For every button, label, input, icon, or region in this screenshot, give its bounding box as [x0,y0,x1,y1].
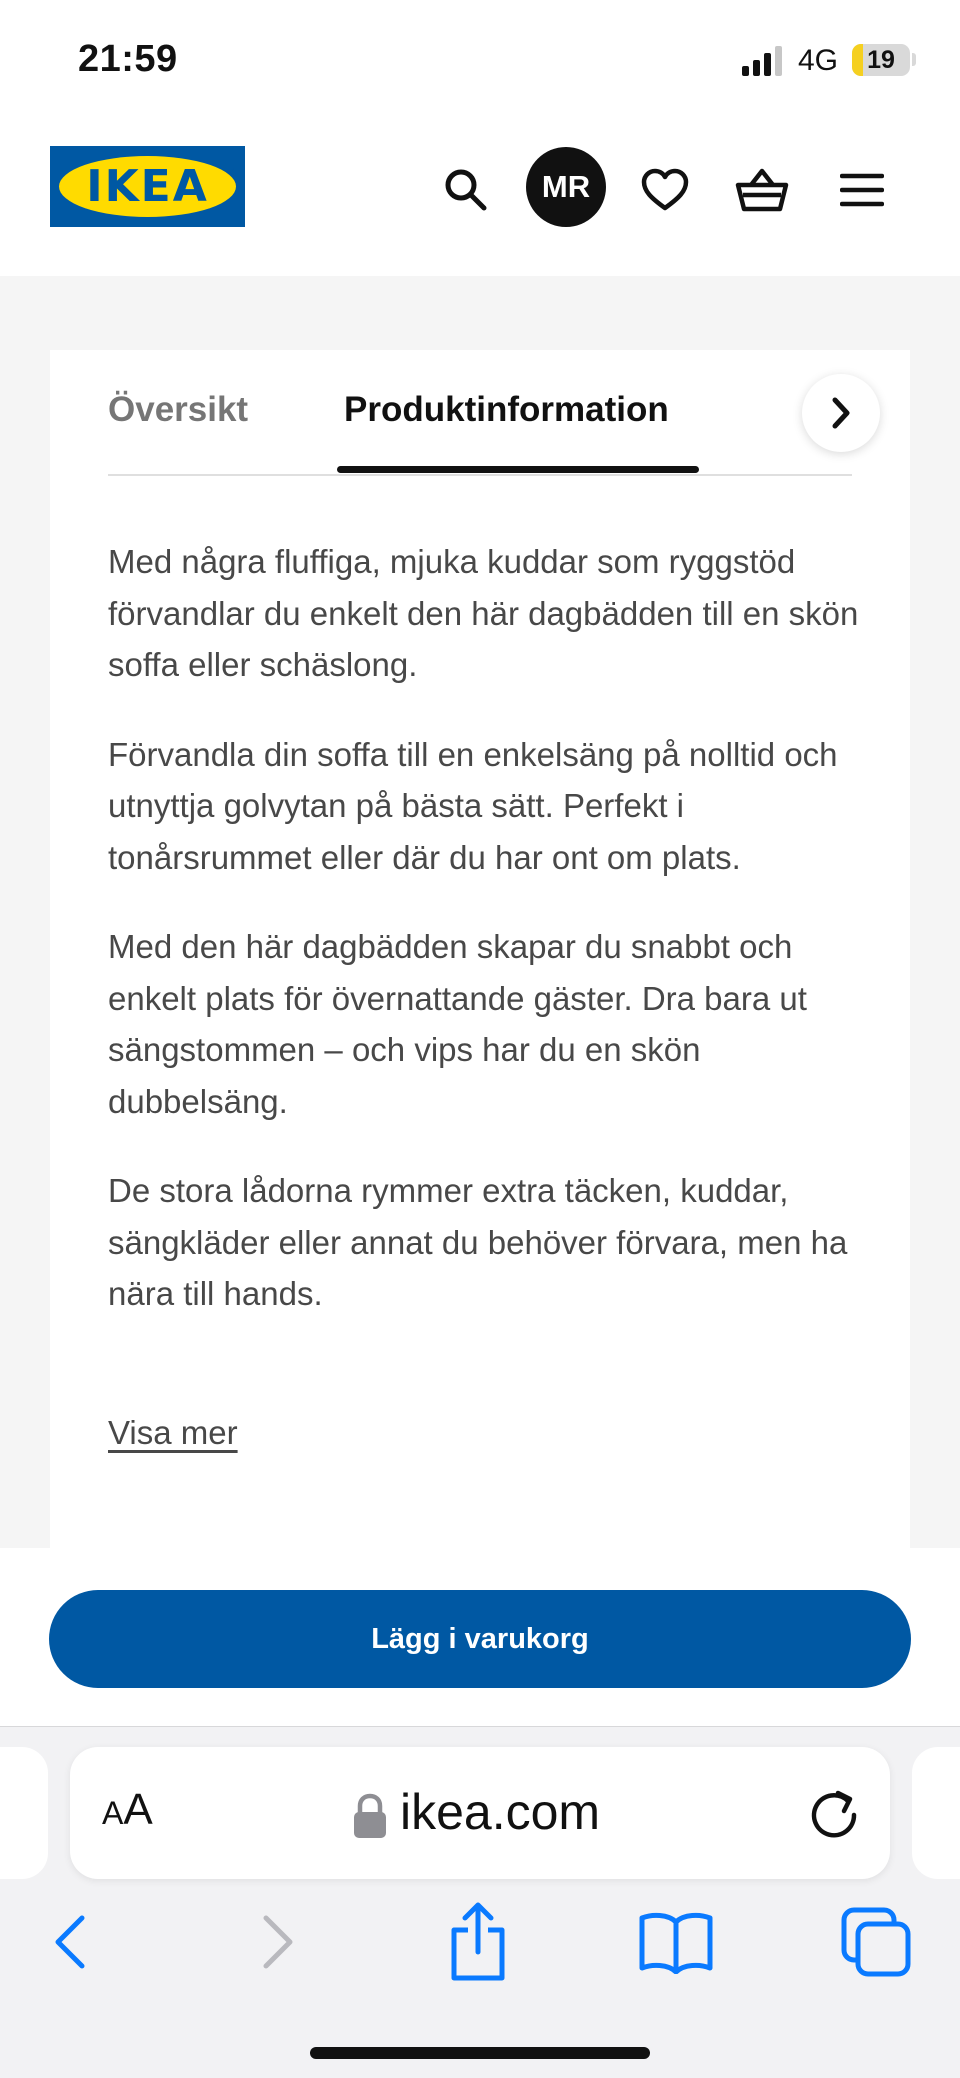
show-more-link[interactable]: Visa mer [108,1414,238,1451]
bookmarks-icon[interactable] [636,1897,716,1987]
add-to-cart-bar [0,1548,960,1726]
text-size-button[interactable]: AA [102,1785,153,1834]
tab-scroll-button[interactable] [802,374,880,452]
menu-icon[interactable] [822,150,902,230]
description-paragraph: Med den här dagbädden skapar du snabbt och enkelt plats för övernattande gäster. Dra bara ut sängstommen – och vips har du en skön dubbelsäng. [108,928,807,1120]
description-paragraph: Med några fluffiga, mjuka kuddar som ryggstöd förvandlar du enkelt den här dagbädden till en skön soffa eller schäslong. [108,543,859,683]
previous-tab-preview[interactable] [0,1747,48,1879]
tab-oversikt[interactable]: Översikt [108,390,249,429]
reload-icon[interactable] [802,1781,866,1845]
product-description [108,536,868,1358]
back-icon[interactable] [40,1897,100,1987]
share-icon[interactable] [440,1897,516,1987]
search-icon[interactable] [426,150,506,230]
avatar[interactable]: MR [526,147,606,227]
description-paragraph: Förvandla din soffa till en enkelsäng på nolltid och utnyttja golvytan på bästa sätt. Perfekt i tonårsrummet eller där du har ont om plats. [108,735,838,876]
forward-icon[interactable] [248,1897,308,1987]
active-tab-indicator [337,466,699,473]
next-tab-preview[interactable] [912,1747,960,1879]
basket-icon[interactable] [722,150,802,230]
add-to-cart-button[interactable]: Lägg i varukorg [49,1590,911,1688]
status-bar [0,0,960,120]
clock: 21:59 [78,38,178,80]
lock-icon [352,1793,388,1839]
battery-tip [912,53,916,66]
site-header [0,120,960,276]
description-paragraph: De stora lådorna rymmer extra täcken, kuddar, sängkläder eller annat du behöver förvara, men ha nära till hands. [108,1172,848,1312]
tabs-icon[interactable] [836,1897,916,1987]
network-label: 4G [798,44,839,77]
chevron-right-icon [827,396,855,430]
ikea-logo[interactable] [50,146,245,227]
battery-percent: 19 [867,46,895,74]
product-info-card [50,350,910,1548]
logo-text: IKEA [86,161,209,212]
tab-produktinformation[interactable]: Produktinformation [344,390,669,429]
heart-icon[interactable] [625,150,705,230]
signal-icon [742,46,786,76]
url-text: ikea.com [400,1784,601,1840]
registered-mark: ® [228,166,235,176]
home-indicator [310,2047,650,2059]
battery-icon [852,44,910,76]
address-bar[interactable] [70,1747,890,1879]
tab-bar [108,350,852,476]
browser-toolbar [0,1726,960,2078]
